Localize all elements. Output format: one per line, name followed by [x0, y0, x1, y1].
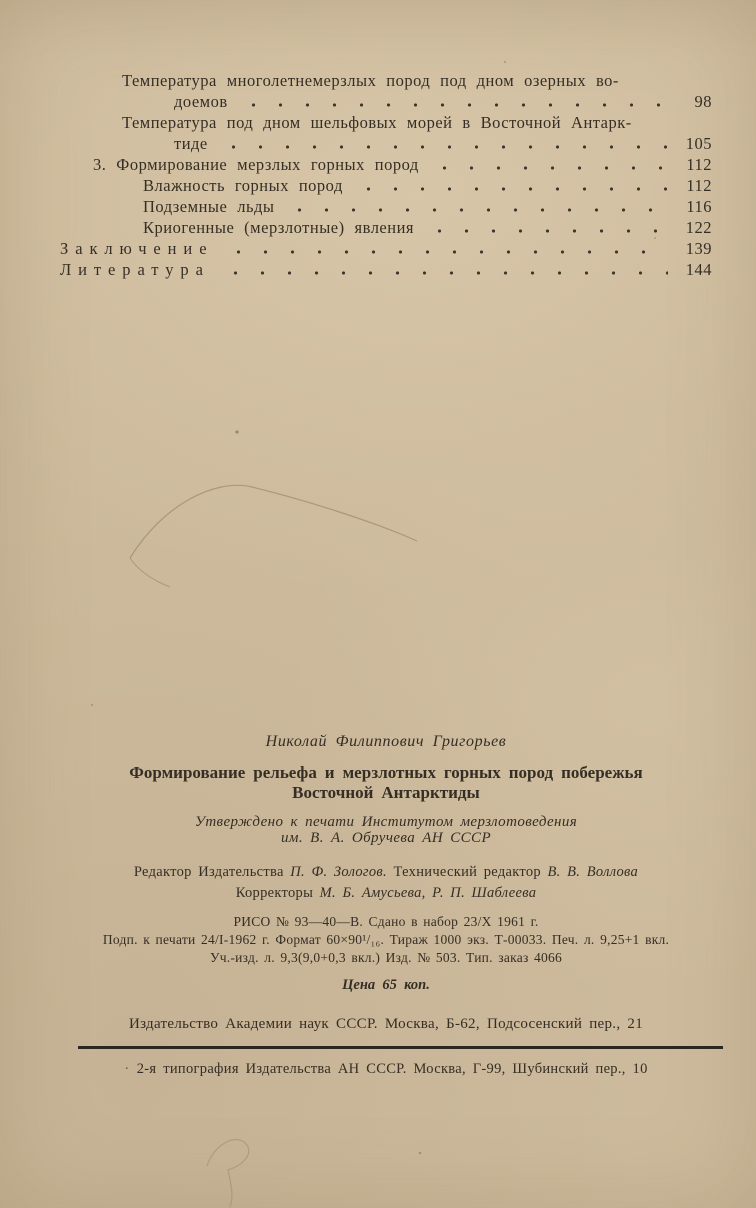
dot-leader	[355, 175, 668, 196]
toc-entry	[60, 196, 712, 217]
printer-line	[30, 1061, 742, 1078]
toc-entry-text: Влажность горных пород	[143, 176, 343, 195]
toc-entry-text: тиде	[174, 134, 208, 153]
toc-page-number: 98	[694, 92, 712, 111]
toc-entry-text: доемов	[174, 92, 228, 111]
toc-entry-text: Заключение	[60, 239, 214, 258]
editors-line	[30, 864, 742, 881]
toc-entry-text: 3. Формирование мерзлых горных пород	[93, 155, 419, 174]
editor-name: П. Ф. Зологов.	[290, 864, 387, 880]
table-of-contents	[60, 70, 712, 280]
toc-entry	[60, 112, 712, 133]
book-title-line-1: Формирование рельефа и мерзлотных горных пород побережья	[129, 763, 643, 782]
toc-entry-text: Температура многолетнемерзлых пород под дном озерных во-	[122, 71, 619, 90]
toc-page-number: 122	[685, 218, 712, 237]
book-title-line-2: Восточной Антарктиды	[292, 783, 480, 802]
dot-leader	[286, 196, 668, 217]
riso-line: РИСО № 93—40—В. Сдано в набор 23/X 1961 г.	[233, 914, 539, 929]
technical-editor-name: В. В. Воллова	[547, 864, 639, 880]
toc-entry	[60, 238, 712, 259]
toc-entry	[60, 154, 712, 175]
correctors-label: Корректоры	[235, 885, 314, 901]
printer-text: 2-я типография Издательства АН СССР. Москва, Г-99, Шубинский пер., 10	[136, 1061, 648, 1077]
dot-leader	[220, 133, 668, 154]
dot-leader	[240, 91, 668, 112]
approval-line-1: Утверждено к печати Институтом мерзлотоведения	[194, 814, 578, 830]
toc-entry	[60, 259, 712, 280]
toc-entry-text: Литература	[60, 260, 210, 279]
stray-dot: ·	[124, 1061, 130, 1077]
dot-leader	[426, 217, 668, 238]
toc-entry-text: Подземные льды	[143, 197, 275, 216]
publisher-line: Издательство Академии наук СССР. Москва, Б-62, Подсосенский пер., 21	[128, 1016, 644, 1032]
dot-leader	[225, 238, 668, 259]
dot-leader	[222, 259, 668, 280]
toc-page-number: 112	[686, 155, 712, 174]
correctors-line	[30, 885, 742, 902]
correctors-names: М. Б. Амусьева, Р. П. Шаблеева	[319, 885, 537, 901]
toc-entry	[60, 217, 712, 238]
toc-entry	[60, 175, 712, 196]
toc-page-number: 144	[685, 260, 712, 279]
toc-page-number: 116	[686, 197, 712, 216]
dot-leader	[431, 154, 668, 175]
toc-entry-text: Криогенные (мерзлотные) явления	[143, 218, 414, 237]
edition-line: Уч.-изд. л. 9,3(9,0+0,3 вкл.) Изд. № 503. Тип. заказ 4066	[209, 950, 563, 965]
author-name: Николай Филиппович Григорьев	[265, 733, 507, 750]
approval-line-2: им. В. А. Обручева АН СССР	[280, 830, 492, 846]
toc-entry	[60, 91, 712, 112]
print-format-line: Подп. к печати 24/I-1962 г. Формат 60×90¹/₁₆. Тираж 1000 экз. Т-00033. Печ. л. 9,25+1 вкл.	[102, 932, 670, 947]
toc-page-number: 112	[686, 176, 712, 195]
toc-page-number: 139	[685, 239, 712, 258]
toc-entry-text: Температура под дном шельфовых морей в Восточной Антарк-	[122, 113, 632, 132]
toc-entry	[60, 133, 712, 154]
editor-label: Редактор Издательства	[133, 864, 284, 880]
divider-rule	[78, 1046, 723, 1049]
price-line: Цена 65 коп.	[342, 977, 430, 993]
technical-editor-label: Технический редактор	[393, 864, 541, 880]
toc-page-number: 105	[685, 134, 712, 153]
toc-entry	[60, 70, 712, 91]
